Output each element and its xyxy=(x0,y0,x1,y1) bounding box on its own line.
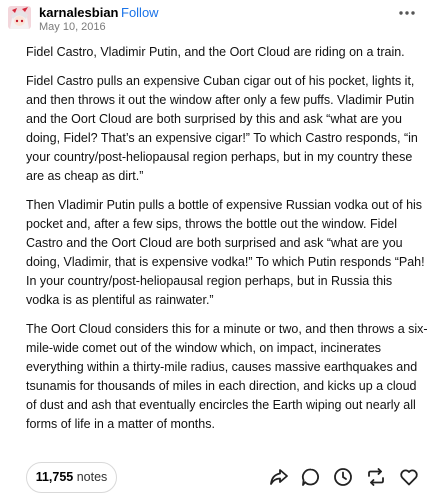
post-footer xyxy=(0,456,442,500)
post-header xyxy=(0,0,442,40)
post-date[interactable]: May 10, 2016 xyxy=(39,21,106,33)
notes-label: notes xyxy=(76,470,108,484)
username[interactable]: karnalesbian xyxy=(39,5,119,20)
history-icon[interactable] xyxy=(332,466,354,488)
post-paragraph: Fidel Castro pulls an expensive Cuban cigar out of his pocket, lights it, and then throws it out the window after only a few puffs. Vladimir Putin and the Oort Cloud are both surprised by this and ask “what are you doing, Fidel? That’s an expensive cigar!” To which Castro responds, “in your country/post-heliopausal region perhaps, but in my country these are as cheap as dirt.” xyxy=(26,74,418,183)
reblog-icon[interactable] xyxy=(365,466,387,488)
reply-icon[interactable] xyxy=(300,466,322,488)
post-paragraph: Fidel Castro, Vladimir Putin, and the Oort Cloud are riding on a train. xyxy=(26,45,405,59)
avatar[interactable] xyxy=(8,6,31,29)
post-paragraph: Then Vladimir Putin pulls a bottle of expensive Russian vodka out of his pocket and, after a few sips, throws the bottle out the window. Fidel Castro and the Oort Cloud are both surprised and ask “what are you doing, Vladimir, that is expensive vodka!” To which Putin responds “Pah! In your country/post-heliopausal region perhaps, but in Russia this vodka is as plentiful as rainwater.” xyxy=(26,198,425,307)
notes-count: 11,755 xyxy=(35,470,74,484)
like-icon[interactable] xyxy=(398,466,420,488)
follow-button[interactable]: Follow xyxy=(121,5,159,20)
notes-button[interactable] xyxy=(26,462,117,493)
share-icon[interactable] xyxy=(268,466,290,488)
post-paragraph: The Oort Cloud considers this for a minute or two, and then throws a six-mile-wide comet out of the window which, on impact, incinerates everything within a thirty-mile radius, causes massive earthquakes and tsunamis for thousands of miles in each direction, and kicks up a cloud of dust and ash that eventually encircles the Earth wiping out nearly all forms of life in a matter of months. xyxy=(26,322,428,431)
post-body xyxy=(26,43,428,444)
more-horizontal-icon[interactable] xyxy=(397,6,417,20)
